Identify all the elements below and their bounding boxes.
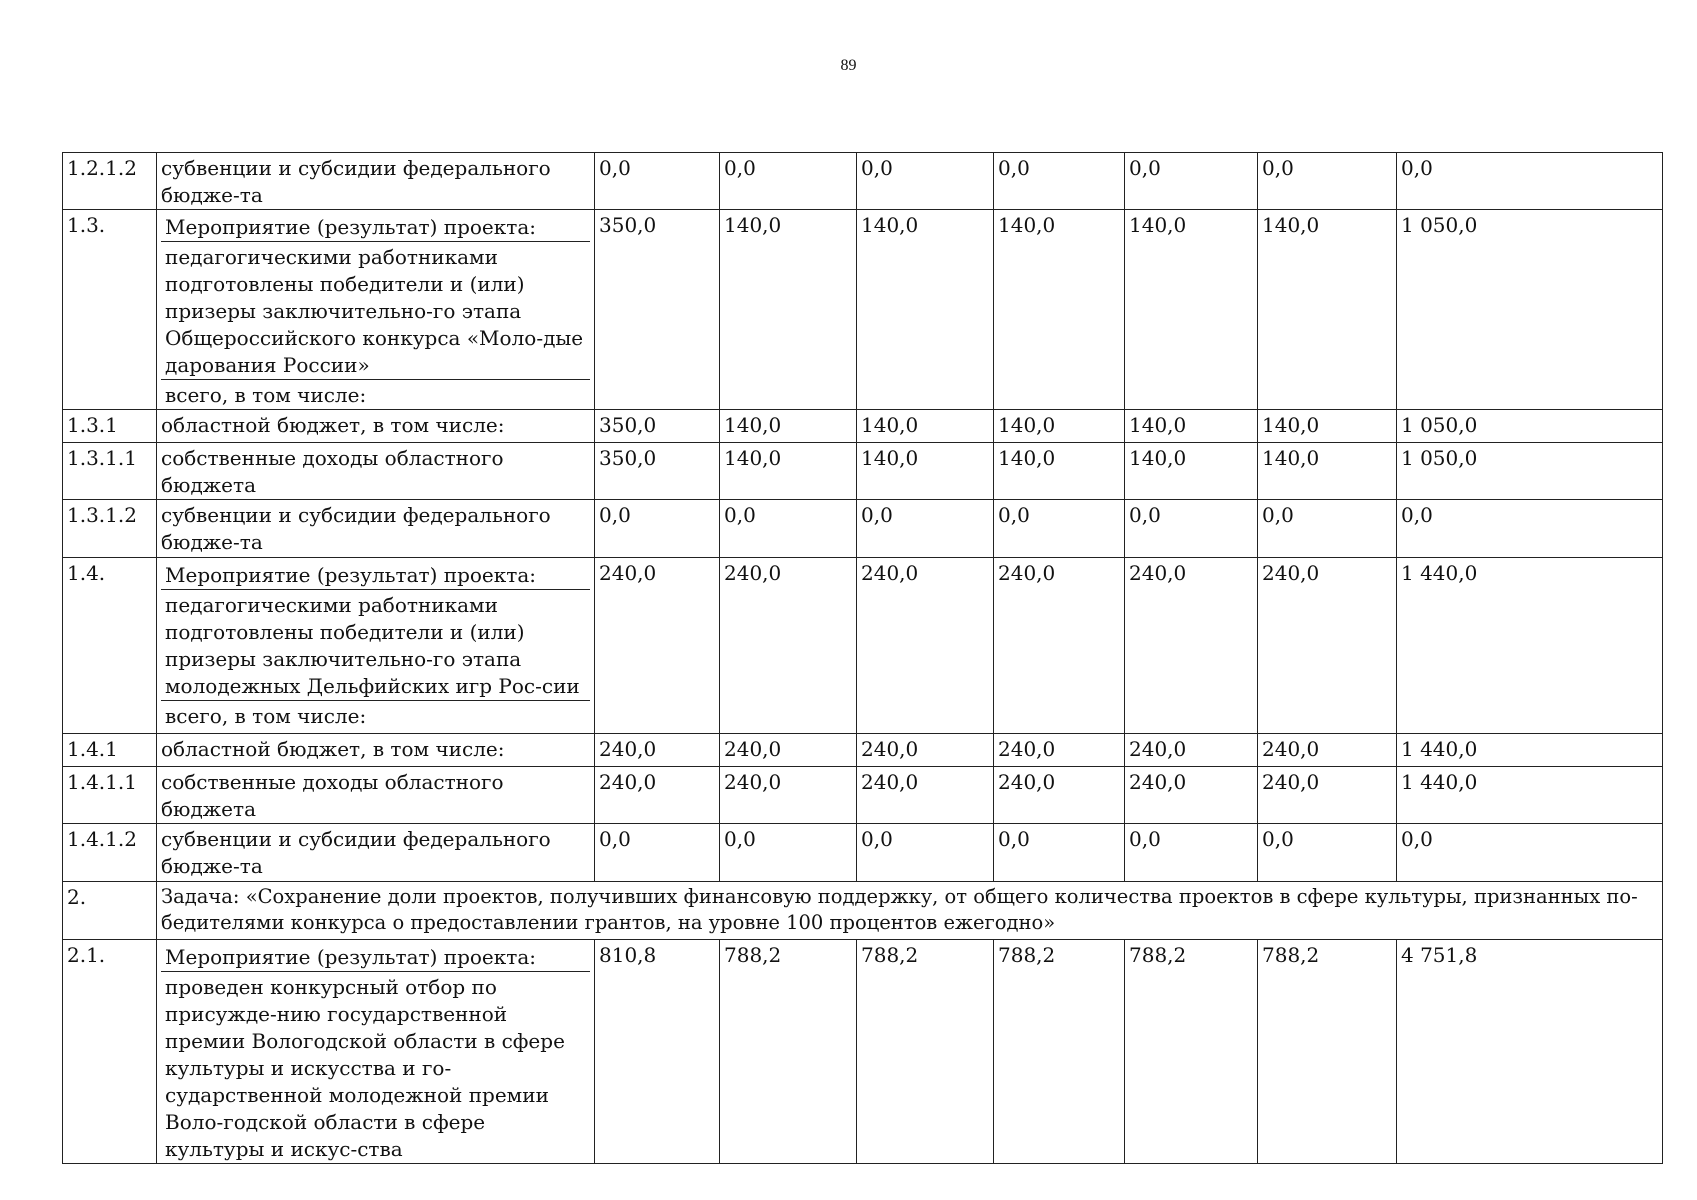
value-cell: 0,0: [857, 824, 994, 882]
row-code: 1.2.1.2: [63, 153, 157, 210]
row-name: областной бюджет, в том числе:: [157, 410, 595, 443]
value-cell: 240,0: [595, 558, 720, 734]
value-cell: 0,0: [994, 824, 1125, 882]
value-cell: 240,0: [720, 767, 857, 824]
value-cell: 0,0: [994, 153, 1125, 210]
value-cell: 810,8: [595, 940, 720, 1164]
value-cell: 140,0: [994, 410, 1125, 443]
value-cell: 240,0: [857, 734, 994, 767]
value-cell: 0,0: [1258, 153, 1397, 210]
table-row: [63, 210, 1663, 410]
total-cell: 1 050,0: [1397, 443, 1663, 500]
value-cell: 0,0: [994, 500, 1125, 558]
value-cell: 240,0: [1258, 734, 1397, 767]
value-cell: 240,0: [1258, 767, 1397, 824]
event-result: педагогическими работниками подготовлены победители и (или) призеры заключительно-го этапа Общероссийского конкурса «Моло-дые дарования России»: [161, 242, 590, 380]
value-cell: 350,0: [595, 443, 720, 500]
event-title: Мероприятие (результат) проекта:: [161, 212, 590, 242]
row-name-block: [157, 210, 595, 410]
total-cell: 1 050,0: [1397, 410, 1663, 443]
value-cell: 0,0: [1125, 153, 1258, 210]
value-cell: 140,0: [720, 410, 857, 443]
value-cell: 0,0: [720, 824, 857, 882]
value-cell: 0,0: [720, 500, 857, 558]
budget-table: [62, 152, 1663, 1164]
value-cell: 140,0: [1258, 443, 1397, 500]
value-cell: 240,0: [595, 767, 720, 824]
value-cell: 240,0: [857, 767, 994, 824]
value-cell: 140,0: [1125, 410, 1258, 443]
total-cell: 1 050,0: [1397, 210, 1663, 410]
value-cell: 140,0: [994, 443, 1125, 500]
value-cell: 240,0: [994, 734, 1125, 767]
total-cell: 1 440,0: [1397, 734, 1663, 767]
value-cell: 0,0: [595, 500, 720, 558]
value-cell: 0,0: [720, 153, 857, 210]
value-cell: 140,0: [1125, 443, 1258, 500]
event-title: Мероприятие (результат) проекта:: [161, 942, 590, 972]
table-row: [63, 940, 1663, 1164]
value-cell: 240,0: [720, 558, 857, 734]
row-name-block: [157, 558, 595, 734]
row-name: субвенции и субсидии федерального бюдже-та: [157, 500, 595, 558]
value-cell: 788,2: [994, 940, 1125, 1164]
value-cell: 350,0: [595, 410, 720, 443]
value-cell: 788,2: [720, 940, 857, 1164]
value-cell: 0,0: [857, 153, 994, 210]
value-cell: 0,0: [595, 824, 720, 882]
row-name: собственные доходы областного бюджета: [157, 767, 595, 824]
table-row: [63, 767, 1663, 824]
value-cell: 140,0: [857, 410, 994, 443]
total-cell: 0,0: [1397, 500, 1663, 558]
row-code: 1.4.1: [63, 734, 157, 767]
value-cell: 240,0: [1258, 558, 1397, 734]
event-result: педагогическими работниками подготовлены победители и (или) призеры заключительно-го этапа молодежных Дельфийских игр Рос-сии: [161, 590, 590, 701]
table-row: [63, 153, 1663, 210]
event-total-label: всего, в том числе:: [165, 704, 367, 728]
value-cell: 350,0: [595, 210, 720, 410]
value-cell: 240,0: [857, 558, 994, 734]
value-cell: 140,0: [994, 210, 1125, 410]
table-row: [63, 443, 1663, 500]
total-cell: 1 440,0: [1397, 558, 1663, 734]
event-title: Мероприятие (результат) проекта:: [161, 560, 590, 590]
table-row: [63, 558, 1663, 734]
value-cell: 140,0: [1258, 210, 1397, 410]
value-cell: 140,0: [857, 210, 994, 410]
row-name-block: [157, 940, 595, 1164]
row-code: 2.: [63, 882, 157, 940]
value-cell: 140,0: [857, 443, 994, 500]
value-cell: 240,0: [1125, 558, 1258, 734]
row-code: 1.3.: [63, 210, 157, 410]
value-cell: 0,0: [1258, 500, 1397, 558]
value-cell: 0,0: [595, 153, 720, 210]
total-cell: 4 751,8: [1397, 940, 1663, 1164]
value-cell: 240,0: [1125, 767, 1258, 824]
row-code: 1.3.1.1: [63, 443, 157, 500]
value-cell: 0,0: [1125, 824, 1258, 882]
row-code: 1.4.: [63, 558, 157, 734]
row-code: 1.3.1.2: [63, 500, 157, 558]
value-cell: 140,0: [720, 443, 857, 500]
value-cell: 240,0: [1125, 734, 1258, 767]
value-cell: 140,0: [1258, 410, 1397, 443]
event-result: проведен конкурсный отбор по присужде-нию государственной премии Вологодской области в сфере культуры и искусства и го-сударственной молодежной премии Воло-годской области в сфере культуры и искус-ства: [165, 975, 565, 1161]
value-cell: 0,0: [1258, 824, 1397, 882]
table-row: [63, 500, 1663, 558]
value-cell: 240,0: [720, 734, 857, 767]
table-row: [63, 734, 1663, 767]
table-row: [63, 824, 1663, 882]
table-row: [63, 882, 1663, 940]
row-code: 1.3.1: [63, 410, 157, 443]
table-row: [63, 410, 1663, 443]
total-cell: 0,0: [1397, 824, 1663, 882]
row-name: субвенции и субсидии федерального бюдже-та: [157, 153, 595, 210]
value-cell: 788,2: [1258, 940, 1397, 1164]
value-cell: 240,0: [994, 767, 1125, 824]
value-cell: 140,0: [1125, 210, 1258, 410]
value-cell: 0,0: [857, 500, 994, 558]
value-cell: 140,0: [720, 210, 857, 410]
value-cell: 0,0: [1125, 500, 1258, 558]
row-name: собственные доходы областного бюджета: [157, 443, 595, 500]
total-cell: 0,0: [1397, 153, 1663, 210]
value-cell: 240,0: [595, 734, 720, 767]
row-code: 1.4.1.1: [63, 767, 157, 824]
row-name: субвенции и субсидии федерального бюдже-та: [157, 824, 595, 882]
value-cell: 240,0: [994, 558, 1125, 734]
value-cell: 788,2: [857, 940, 994, 1164]
row-code: 2.1.: [63, 940, 157, 1164]
row-code: 1.4.1.2: [63, 824, 157, 882]
row-name: областной бюджет, в том числе:: [157, 734, 595, 767]
total-cell: 1 440,0: [1397, 767, 1663, 824]
task-description: Задача: «Сохранение доли проектов, получивших финансовую поддержку, от общего количества проектов в сфере культуры, признанных по-бедителями конкурса о предоставлении грантов, на уровне 100 процентов ежегодно»: [157, 882, 1663, 940]
value-cell: 788,2: [1125, 940, 1258, 1164]
event-total-label: всего, в том числе:: [165, 383, 367, 407]
page-number: 89: [840, 57, 857, 74]
